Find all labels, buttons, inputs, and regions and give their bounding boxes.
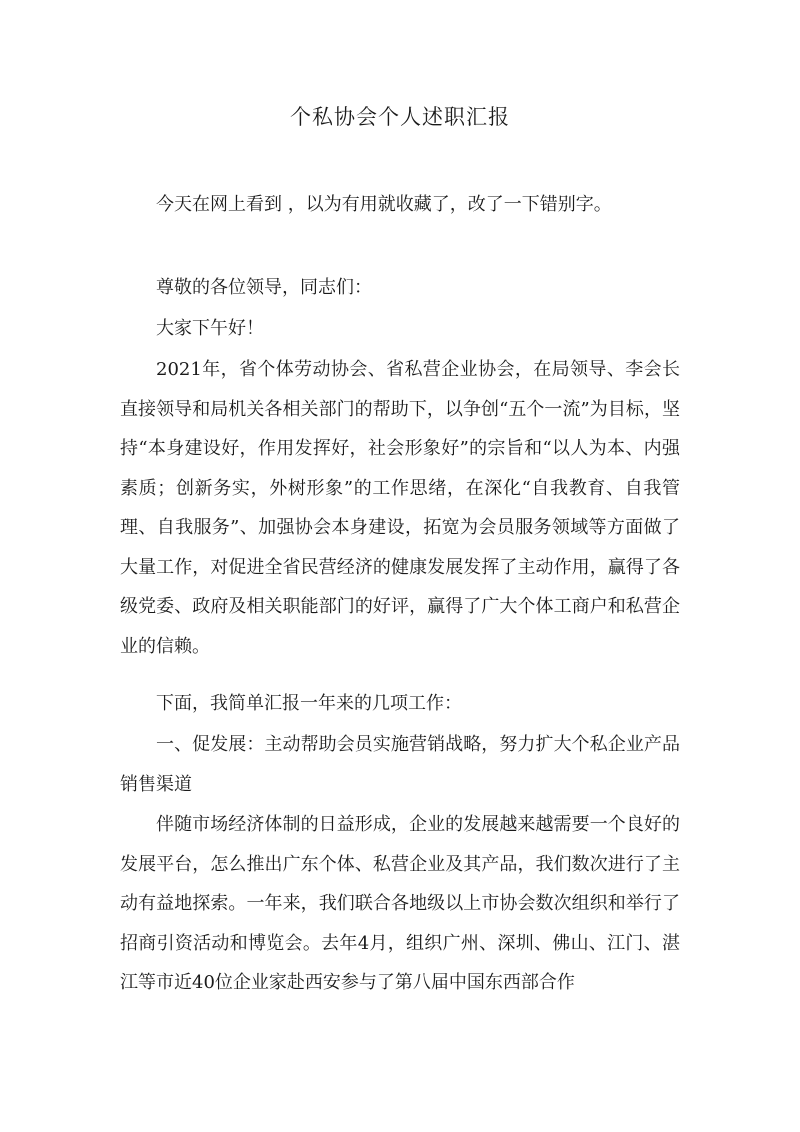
section-heading-1: 一、促发展：主动帮助会员实施营销战略，努力扩大个私企业产品销售渠道 — [120, 734, 680, 795]
body-paragraph-3: 伴随市场经济体制的日益形成，企业的发展越来越需要一个良好的发展平台，怎么推出广东个体、私营企业及其产品，我们数次进行了主动有益地探索。一年来，我们联合各地级以上市协会数次组织和举行了招商引资活动和博览会。去年4月，组织广州、深圳、佛山、江门、湛江等市近40位企业家赴西安参与了第八届中国东西部合作 — [120, 814, 680, 993]
body-paragraph-1: 2021年，省个体劳动协会、省私营企业协会，在局领导、李会长直接领导和局机关各相关部门的帮助下，以争创“五个一流”为目标，坚持“本身建设好，作用发挥好，社会形象好”的宗旨和“以人为本、内强素质；创新务实，外树形象”的工作思绪，在深化“自我教育、自我管理、自我服务”、加强协会本身建设，拓宽为会员服务领域等方面做了大量工作，对促进全省民营经济的健康发展发挥了主动作用，赢得了各级党委、政府及相关职能部门的好评，赢得了广大个体工商户和私营企业的信赖。 — [120, 359, 680, 657]
document-title: 个私协会个人述职汇报 — [290, 105, 510, 129]
salutation-paragraph: 尊敬的各位领导，同志们： — [156, 277, 372, 298]
greeting-paragraph: 大家下午好！ — [156, 318, 264, 339]
body-paragraph-2: 下面，我简单汇报一年来的几项工作： — [156, 693, 462, 714]
note-paragraph: 今天在网上看到 ，以为有用就收藏了，改了一下错别字。 — [156, 194, 612, 215]
